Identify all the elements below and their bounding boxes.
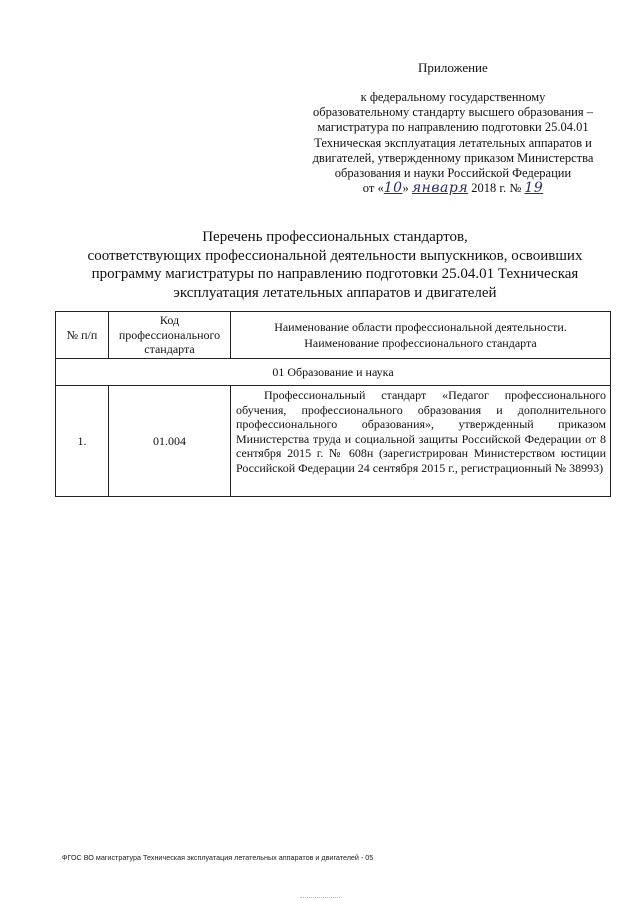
appendix-reference [298,90,608,196]
table-section-row [56,359,611,386]
row-description [231,386,611,497]
header-code: Код профессионального стандарта [109,312,231,359]
row-code: 01.004 [109,386,231,497]
date-prefix: от « [362,181,384,196]
scan-edge-mark [300,897,340,901]
date-year: 2018 г. № [471,181,522,196]
order-number-handwritten: 19 [524,180,544,197]
appendix-line: образования и науки Российской Федерации [334,166,572,181]
table-header-row [56,312,611,359]
row-number: 1. [56,386,109,497]
document-heading [40,228,630,302]
header-name [231,312,611,359]
order-date-line [298,181,608,196]
header-number: № п/п [56,312,109,359]
row-description-text: Профессиональный стандарт «Педагог профессионального обучения, профессионального образования и дополнительного профессионального образования», утвержденный приказом Министерства труда и социальной защиты Российской Федерации от 8 сентября 2015 г. № 608н (зарегистрирован Министерством юстиции Российской Федерации 24 сентября 2015 г., регистрационный № 38993) [236,388,606,475]
appendix-line: к федеральному государственному [360,90,546,104]
date-mid: » [402,181,409,196]
appendix-line: магистратура по направлению подготовки 25.04.01 [317,120,589,135]
header-name-line: Наименование области профессиональной деятельности. [274,320,567,334]
date-month-handwritten: января [411,180,469,197]
page-footer: ФГОС ВО магистратура Техническая эксплуатация летательных аппаратов и двигателей - 05 [62,853,374,862]
date-day-handwritten: 10 [383,180,403,197]
standards-table [55,311,611,497]
section-title: 01 Образование и наука [56,359,611,386]
appendix-line: двигателей, утвержденному приказом Министерства [312,150,594,165]
heading-line: соответствующих профессиональной деятельности выпускников, освоивших [87,247,583,264]
header-name-line: Наименование профессионального стандарта [304,336,537,350]
appendix-line: образовательному стандарту высшего образования – [312,105,593,120]
heading-line: эксплуатация летательных аппаратов и двигателей [173,284,497,301]
table-row [56,386,611,497]
heading-line: Перечень профессиональных стандартов, [202,229,468,245]
appendix-title: Приложение [418,60,488,75]
heading-line: программу магистратуры по направлению подготовки 25.04.01 Техническая [91,266,579,282]
appendix-line: Техническая эксплуатация летательных аппаратов и [314,135,592,150]
